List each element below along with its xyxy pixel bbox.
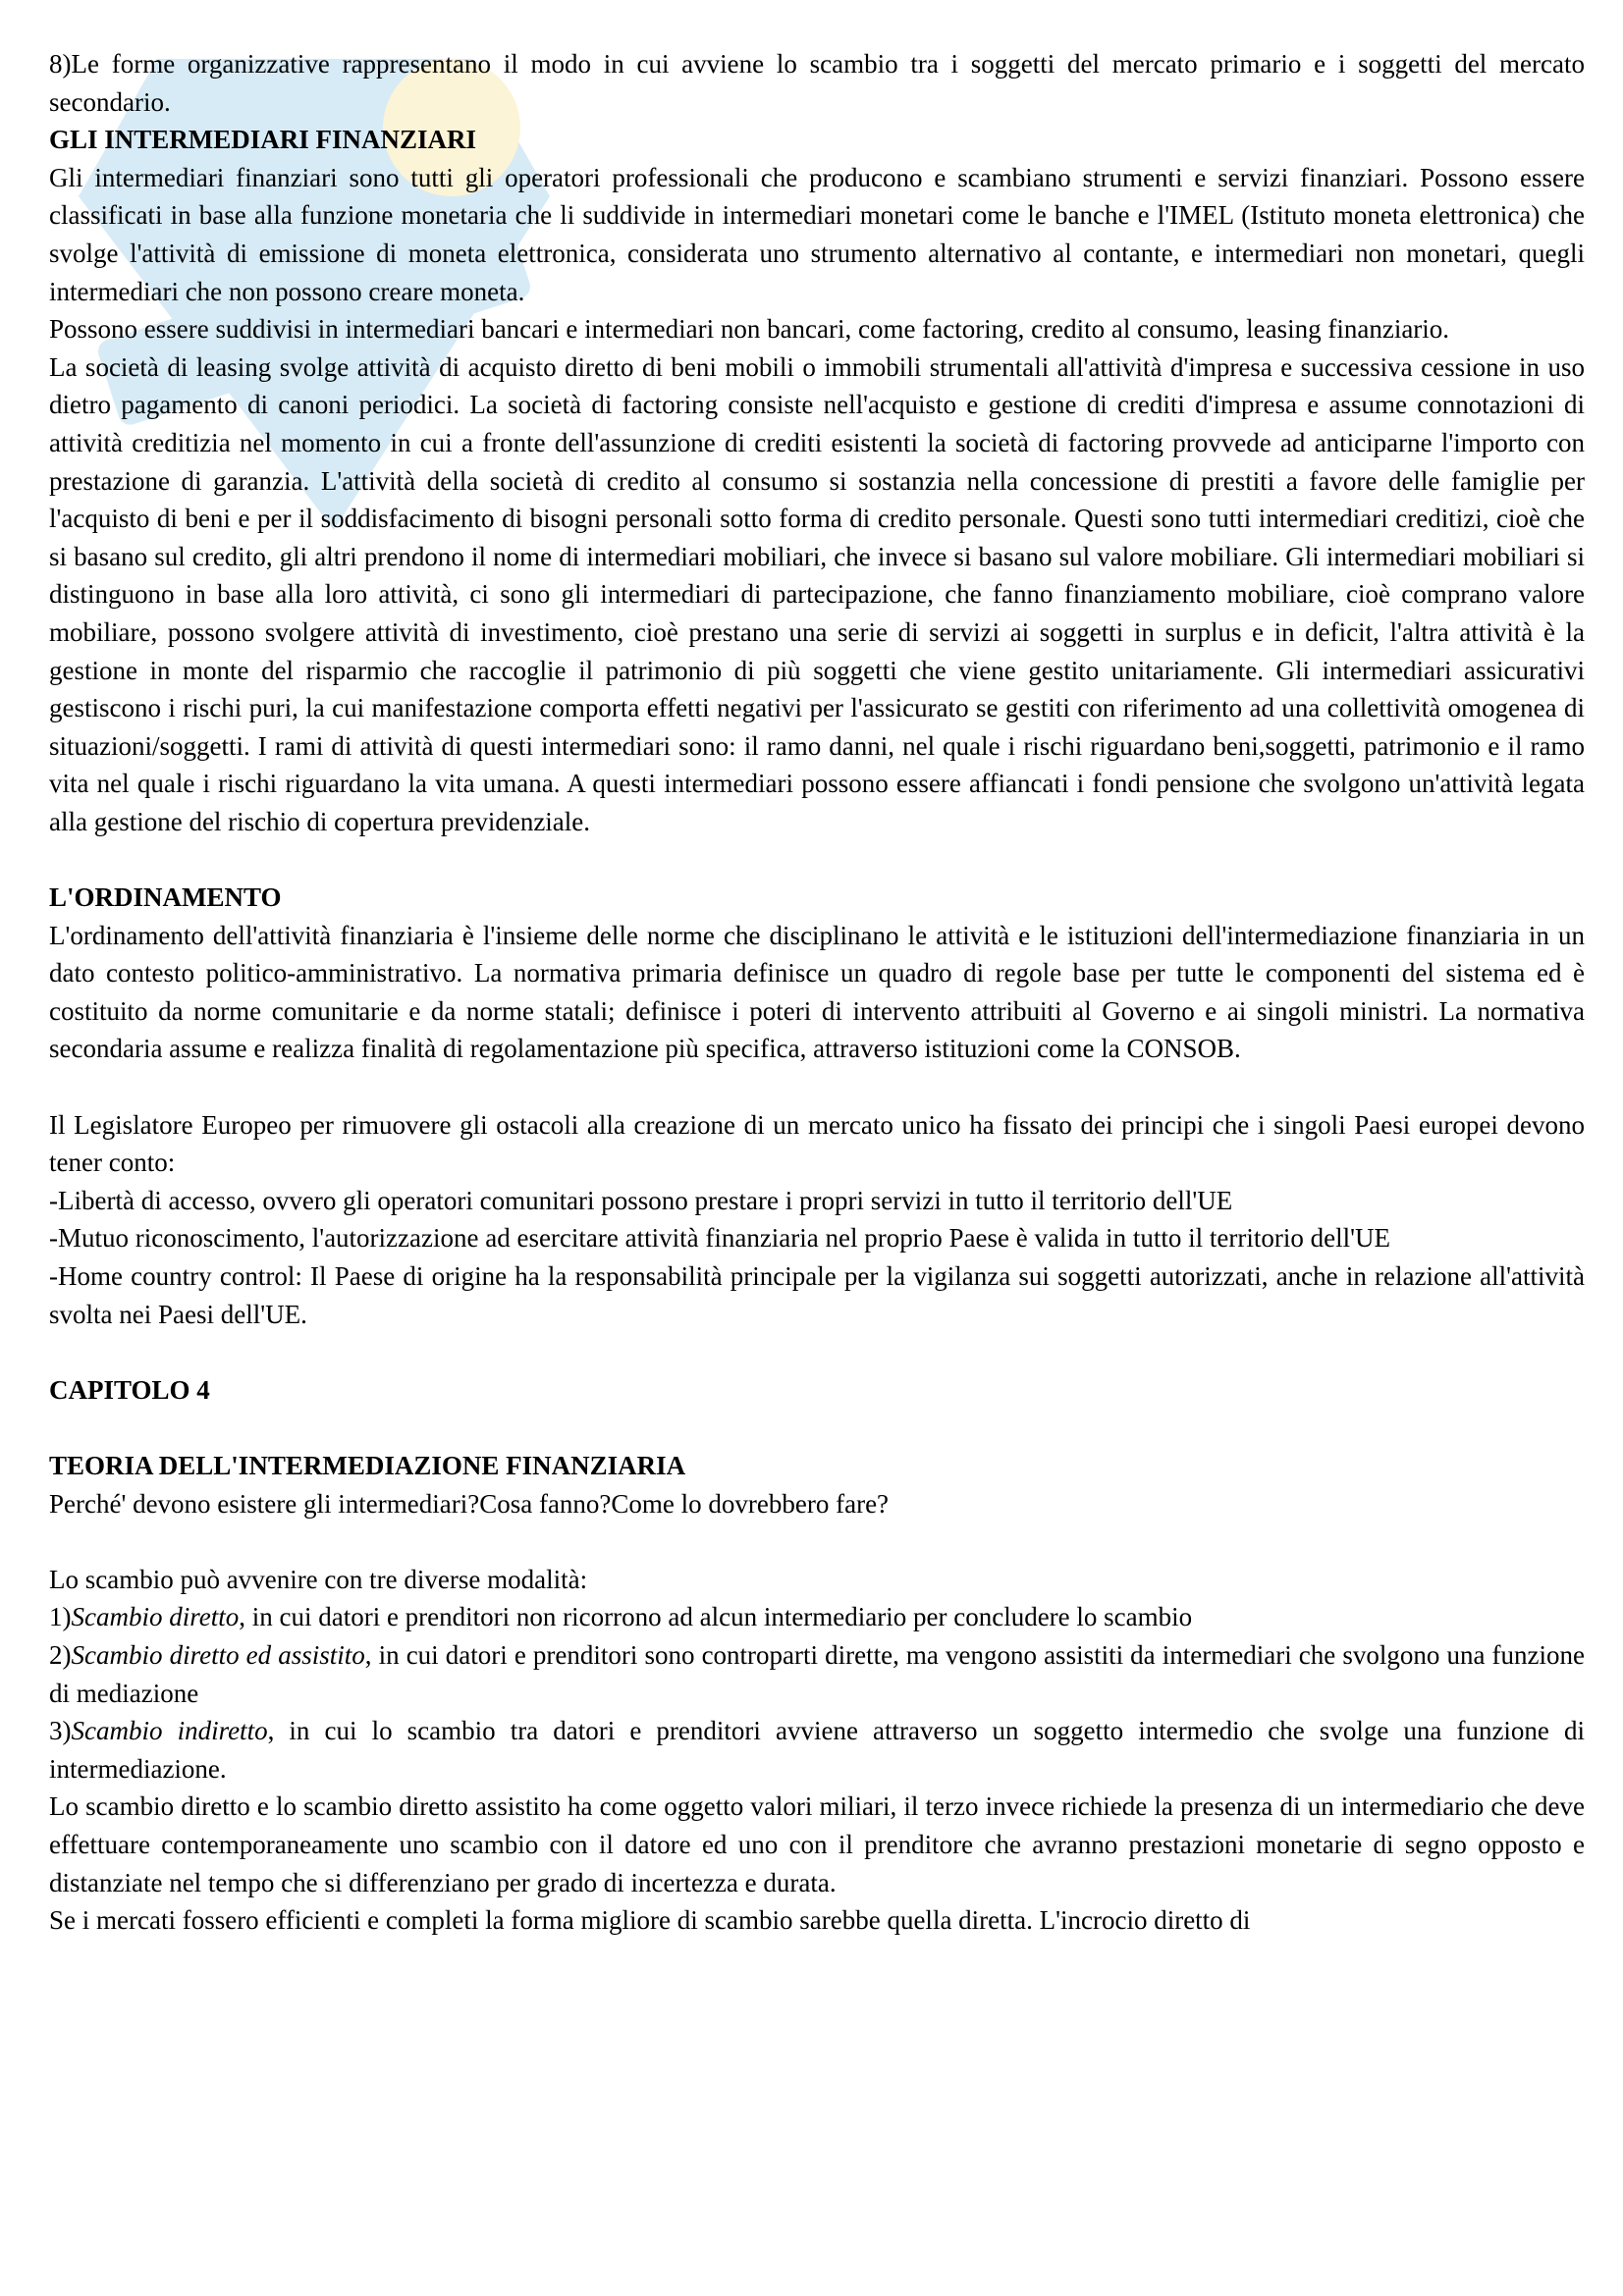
paragraph: Perché' devono esistere gli intermediari?Cosa fanno?Come lo dovrebbero fare? [49,1488,890,1519]
section-heading: CAPITOLO 4 [49,1374,210,1405]
paragraph-spacer [49,1522,1585,1561]
paragraph-spacer [49,1068,1585,1106]
paragraph-spacer [49,1333,1585,1371]
paragraph-spacer [49,840,1585,879]
list-term: Scambio indiretto [71,1716,268,1746]
paragraph: Se i mercati fossero efficienti e completi la forma migliore di scambio sarebbe quella diretta. L'incrocio diretto di [49,1905,1251,1936]
section-heading: GLI INTERMEDIARI FINANZIARI [49,125,477,155]
paragraph: -Home country control: Il Paese di origine ha la responsabilità principale per la vigilanza sui soggetti autorizzati, anche in relazione all'attività svolta nei Paesi dell'UE. [49,1261,1585,1329]
paragraph: L'ordinamento dell'attività finanziaria è l'insieme delle norme che disciplinano le attività e le istituzioni dell'intermediazione finanziaria in un dato contesto politico-amministrativo. La normativa primaria definisce un quadro di regole base per tutte le componenti del sistema ed è costituito da norme comunitarie e da norme statali; definisce i poteri di intervento attribuiti al Governo e ai singoli ministri. La normativa secondaria assume e realizza finalità di regolamentazione più specifica, attraverso istituzioni come la CONSOB. [49,920,1585,1064]
paragraph: Gli intermediari finanziari sono tutti gli operatori professionali che producono e scambiano strumenti e servizi finanziari. Possono essere classificati in base alla funzione monetaria che li suddivide in intermediari monetari come le banche e l'IMEL (Istituto moneta elettronica) che svolge l'attività di emissione di moneta elettronica, considerata uno strumento alternativo al contante, e intermediari non monetari, quegli intermediari che non possono creare moneta. [49,162,1585,306]
paragraph: -Libertà di accesso, ovvero gli operatori comunitari possono prestare i propri servizi in tutto il territorio dell'UE [49,1185,1233,1215]
paragraph: 8)Le forme organizzative rappresentano il modo in cui avviene lo scambio tra i soggetti del mercato primario e i soggetti del mercato secondario. [49,49,1585,117]
section-heading: L'ORDINAMENTO [49,882,282,913]
list-number: 1) [49,1602,72,1632]
list-item [49,1598,1585,1636]
paragraph: La società di leasing svolge attività di acquisto diretto di beni mobili o immobili strumentali all'attività d'impresa e successiva cessione in uso dietro pagamento di canoni periodici. La società di factoring consiste nell'acquisto e gestione di crediti d'impresa e assume connotazioni di attività creditizia nel momento in cui a fronte dell'assunzione di crediti esistenti la società di factoring provvede ad anticiparne l'importo con prestazione di garanzia. L'attività della società di credito al consumo si sostanzia nella concessione di prestiti a favore delle famiglie per l'acquisto di beni e per il soddisfacimento di bisogni personali sotto forma di credito personale. Questi sono tutti intermediari creditizi, cioè che si basano sul credito, gli altri prendono il nome di intermediari mobiliari, che invece si basano sul valore mobiliare. Gli intermediari mobiliari si distinguono in base alla loro attività, ci sono gli intermediari di partecipazione, che fanno finanziamento mobiliare, cioè comprano valore mobiliare, possono svolgere attività di investimento, cioè prestano una serie di servizi ai soggetti in surplus e in deficit, l'altra attività è la gestione in monte del risparmio che raccoglie il patrimonio di più soggetti che viene gestito unitariamente. Gli intermediari assicurativi gestiscono i rischi puri, la cui manifestazione comporta effetti negativi per l'assicurato se gestiti con riferimento ad una collettività omogenea di situazioni/soggetti. I rami di attività di questi intermediari sono: il ramo danni, nel quale i rischi riguardano beni,soggetti, patrimonio e il ramo vita nel quale i rischi riguardano la vita umana. A questi intermediari possono essere affiancati i fondi pensione che svolgono un'attività legata alla gestione del rischio di copertura previdenziale. [49,351,1585,836]
paragraph: Lo scambio può avvenire con tre diverse modalità: [49,1564,588,1594]
paragraph: -Mutuo riconoscimento, l'autorizzazione ad esercitare attività finanziaria nel proprio Paese è valida in tutto il territorio dell'UE [49,1223,1390,1254]
paragraph: Lo scambio diretto e lo scambio diretto assistito ha come oggetto valori miliari, il terzo invece richiede la presenza di un intermediario che deve effettuare contemporaneamente uno scambio con il datore ed uno con il prenditore che avranno prestazioni monetarie di segno opposto e distanziate nel tempo che si differenziano per grado di incertezza e durata. [49,1791,1585,1897]
list-number: 2) [49,1639,72,1670]
list-description: , in cui datori e prenditori sono controparti dirette, ma vengono assistiti da intermediari che svolgono una funzione di mediazione [49,1639,1585,1708]
paragraph: Il Legislatore Europeo per rimuovere gli ostacoli alla creazione di un mercato unico ha fissato dei principi che i singoli Paesi europei devono tener conto: [49,1109,1585,1178]
section-heading: TEORIA DELL'INTERMEDIAZIONE FINANZIARIA [49,1450,686,1480]
list-item [49,1712,1585,1788]
list-description: , in cui lo scambio tra datori e prenditori avviene attraverso un soggetto intermedio che svolge una funzione di intermediazione. [49,1716,1586,1784]
list-term: Scambio diretto ed assistito [71,1639,365,1670]
paragraph-spacer [49,1409,1585,1447]
list-number: 3) [49,1716,72,1746]
list-item [49,1636,1585,1712]
list-term: Scambio diretto [71,1602,240,1632]
list-description: , in cui datori e prenditori non ricorrono ad alcun intermediario per concludere lo scambio [239,1602,1193,1632]
paragraph: Possono essere suddivisi in intermediari bancari e intermediari non bancari, come factoring, credito al consumo, leasing finanziario. [49,314,1450,345]
document-page [49,45,1585,1940]
